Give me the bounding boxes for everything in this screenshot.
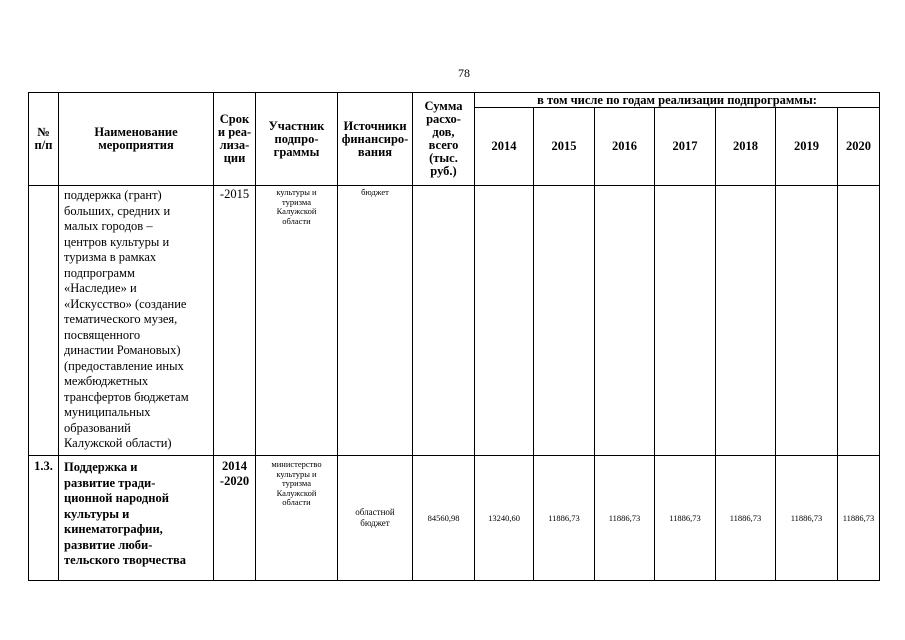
row-number: [29, 186, 59, 456]
value-cell: [655, 186, 716, 456]
page-number: 78: [458, 66, 470, 80]
year-header: 2017: [655, 108, 716, 186]
col-term-header: Срок и реа- лиза- ции: [214, 93, 256, 186]
value-cell: 11886,73: [838, 456, 880, 581]
row-number: 1.3.: [29, 456, 59, 581]
value-cell: 13240,60: [475, 456, 534, 581]
value-cell: 11886,73: [534, 456, 595, 581]
value-cell: 11886,73: [595, 456, 655, 581]
year-header: 2019: [776, 108, 838, 186]
years-span-header: в том числе по годам реализации подпрограммы:: [475, 93, 880, 108]
table-row: [29, 456, 880, 581]
source-cell: областной бюджет: [338, 456, 413, 581]
year-header: 2016: [595, 108, 655, 186]
year-header: 2020: [838, 108, 880, 186]
sum-cell: [413, 186, 475, 456]
value-cell: [838, 186, 880, 456]
value-cell: [776, 186, 838, 456]
year-header: 2018: [716, 108, 776, 186]
budget-table: [28, 92, 880, 581]
value-cell: 11886,73: [655, 456, 716, 581]
year-header: 2015: [534, 108, 595, 186]
value-cell: 11886,73: [716, 456, 776, 581]
source-cell: бюджет: [338, 186, 413, 456]
sum-cell: 84560,98: [413, 456, 475, 581]
participant-cell: культуры и туризма Калужской области: [256, 186, 338, 456]
value-cell: 11886,73: [776, 456, 838, 581]
header-row: [29, 93, 880, 108]
col-participant-header: Участник подпро- граммы: [256, 93, 338, 186]
col-name-header: Наименование мероприятия: [59, 93, 214, 186]
col-no-header: № п/п: [29, 93, 59, 186]
participant-cell: министерство культуры и туризма Калужской области: [256, 456, 338, 581]
term-cell: -2015: [214, 186, 256, 456]
measure-name: Поддержка и развитие тради- ционной народной культуры и кинематографии, развитие люби- тельского творчества: [59, 456, 214, 581]
col-source-header: Источники финансиро- вания: [338, 93, 413, 186]
table-row: [29, 186, 880, 456]
value-cell: [534, 186, 595, 456]
year-header: 2014: [475, 108, 534, 186]
measure-name: поддержка (грант) больших, средних и малых городов – центров культуры и туризма в рамках подпрограмм «Наследие» и «Искусство» (создание тематического музея, посвященного династии Романовых) (предоставление иных межбюджетных трансфертов бюджетам муниципальных образований Калужской области): [59, 186, 214, 456]
term-cell: 2014 -2020: [214, 456, 256, 581]
col-sum-header: Сумма расхо- дов, всего (тыс. руб.): [413, 93, 475, 186]
value-cell: [475, 186, 534, 456]
value-cell: [716, 186, 776, 456]
value-cell: [595, 186, 655, 456]
